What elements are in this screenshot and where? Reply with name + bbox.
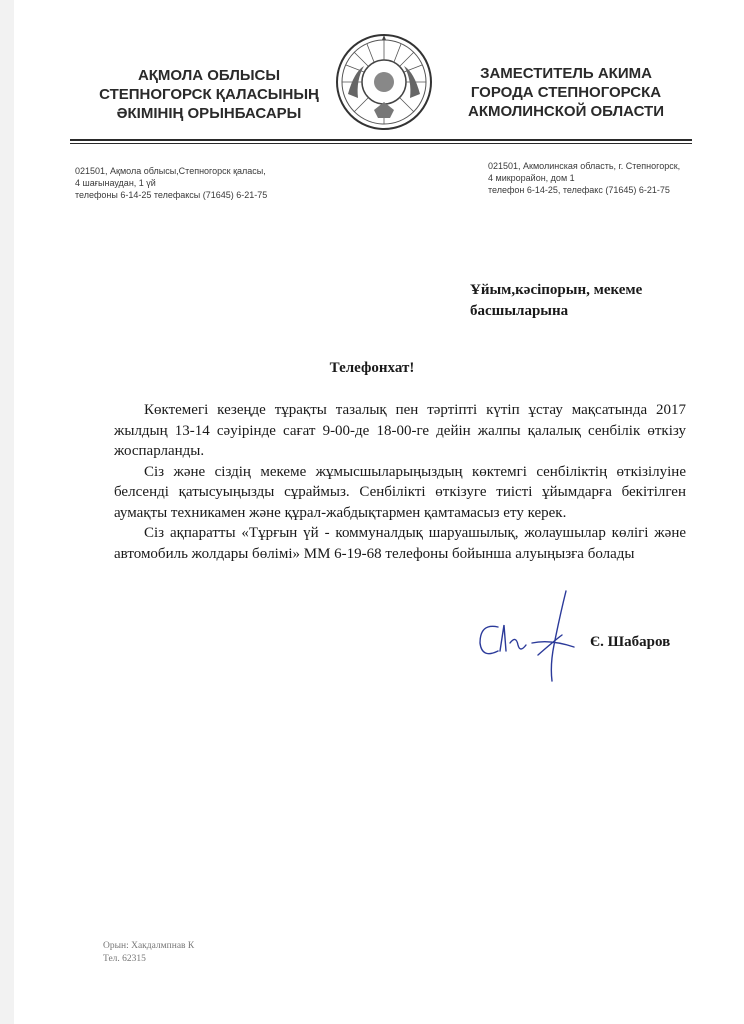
footer-executor bbox=[103, 940, 194, 966]
signer-name: Є. Шабаров bbox=[590, 634, 671, 650]
header-divider-thin bbox=[70, 143, 692, 144]
header-divider-thick bbox=[70, 139, 692, 141]
kazakhstan-state-emblem-icon bbox=[334, 32, 434, 132]
body-paragraph-3: Сіз ақпаратты «Тұрғын үй - коммуналдық шаруашылық, жолаушылар көлігі және автомобиль жолдары бөлімі» ММ 6-19-68 телефоны бойынша алуыңызға болады bbox=[114, 525, 686, 562]
header-kazakh-line-1: АҚМОЛА ОБЛЫСЫ bbox=[137, 67, 281, 84]
address-russian-line-2: 4 микрорайон, дом 1 bbox=[488, 173, 575, 183]
header-russian-line-2: ГОРОДА СТЕПНОГОРСКА bbox=[470, 84, 662, 101]
header-kazakh-line-3: ӘКІМІНІҢ ОРЫНБАСАРЫ bbox=[116, 105, 302, 122]
recipient-line-2: басшыларына bbox=[470, 303, 569, 319]
address-russian-line-3: телефон 6-14-25, телефакс (71645) 6-21-75 bbox=[488, 185, 670, 195]
address-kazakh-line-2: 4 шағынаудан, 1 үй bbox=[75, 178, 156, 188]
header-russian-line-3: АКМОЛИНСКОЙ ОБЛАСТИ bbox=[468, 103, 664, 120]
handwritten-signature bbox=[470, 585, 610, 685]
document-title: Телефонхат! bbox=[329, 360, 415, 376]
footer-executor-name: Орын: Хакдалмпнав К bbox=[103, 941, 195, 951]
body-paragraph-2: Сіз және сіздің мекеме жұмысшыларыңыздың көктемгі сенбіліктің өткізілуіне белсенді қатысуыңызды сұраймыз. Сенбілікті өткізуге тиісті ұйымдарға бекітілген аумақты техникамен және құрал-жабдықтармен қамтамасыз ету керек. bbox=[114, 463, 686, 521]
address-russian-line-1: 021501, Акмолинская область, г. Степногорск, bbox=[488, 161, 681, 171]
body-paragraph-1: Көктемегі кезеңде тұрақты тазалық пен тәртіпті күтіп ұстау мақсатында 2017 жылдың 13-14 сәуірінде сағат 9-00-де 18-00-ге дейін жалпы қалалық сенбілік өткізу жоспарланды. bbox=[114, 402, 686, 459]
address-kazakh-line-3: телефоны 6-14-25 телефаксы (71645) 6-21-75 bbox=[75, 190, 268, 200]
scan-edge bbox=[0, 0, 14, 1024]
recipient-block bbox=[470, 280, 710, 322]
footer-executor-phone: Тел. 62315 bbox=[103, 954, 146, 964]
header-kazakh bbox=[80, 66, 338, 123]
header-russian bbox=[448, 64, 684, 121]
letter-body bbox=[114, 400, 686, 564]
header-russian-line-1: ЗАМЕСТИТЕЛЬ АКИМА bbox=[480, 65, 652, 82]
address-kazakh-line-1: 021501, Ақмола облысы,Степногорск қаласы, bbox=[75, 166, 266, 176]
address-russian bbox=[488, 160, 708, 196]
recipient-line-1: Ұйым,кәсіпорын, мекеме bbox=[470, 282, 643, 298]
address-kazakh bbox=[75, 165, 315, 201]
header-kazakh-line-2: СТЕПНОГОРСК ҚАЛАСЫНЫҢ bbox=[99, 86, 319, 103]
